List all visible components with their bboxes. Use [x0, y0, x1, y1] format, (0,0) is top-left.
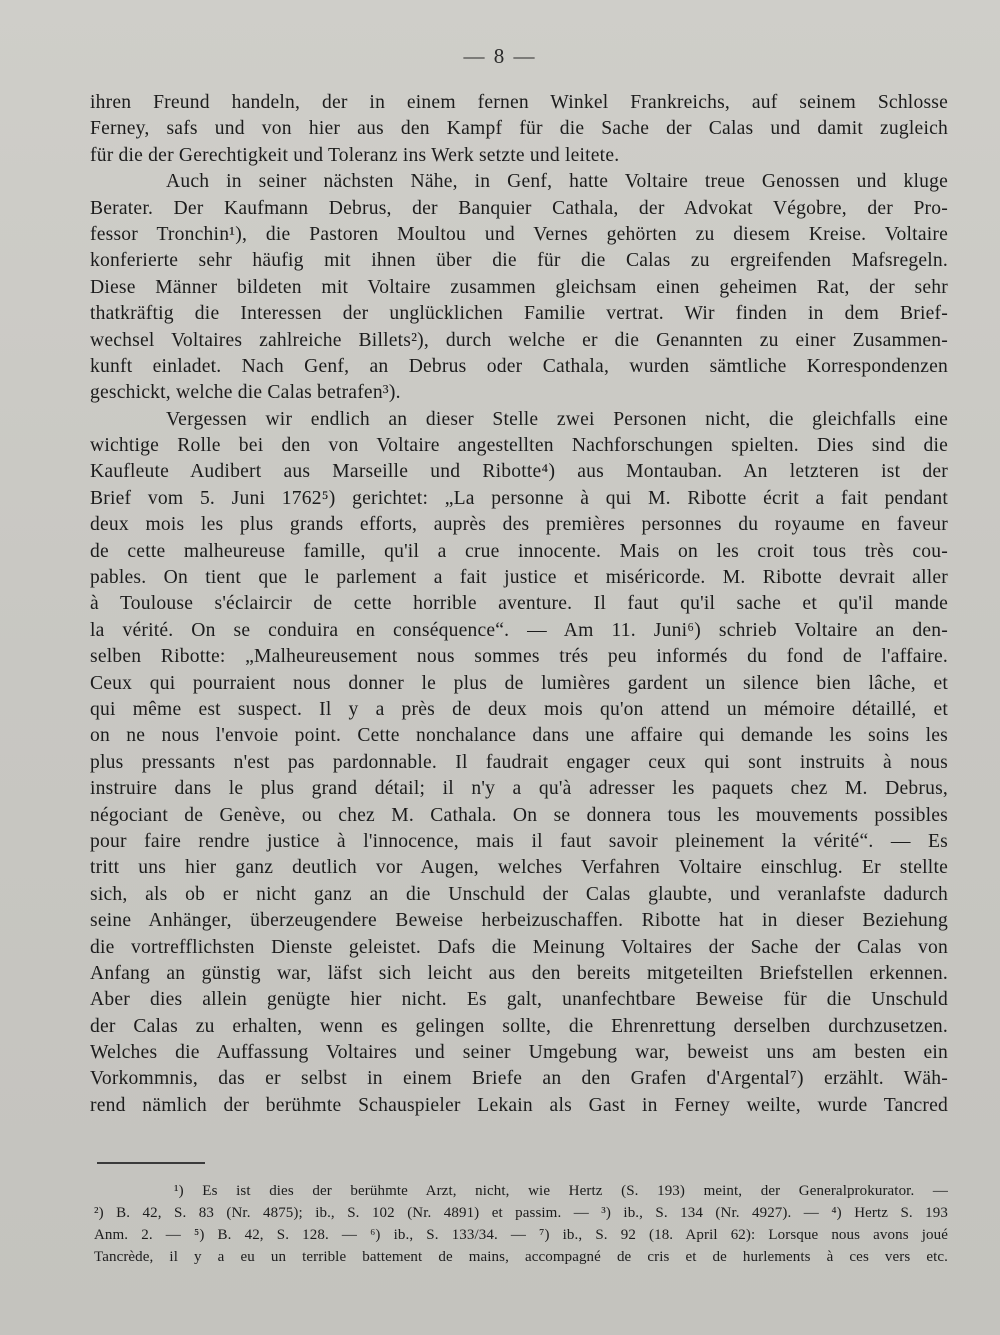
text-line: kunft einladet. Nach Genf, an Debrus oder Cathala, wurden sämtliche Korrespondenzen	[90, 355, 948, 377]
text-line: selben Ribotte: „Malheureusement nous sommes trés peu informés du fond de l'affaire.	[90, 646, 948, 668]
footnote-separator	[97, 1162, 205, 1164]
text-line: wichtige Rolle bei den von Voltaire angestellten Nachforschungen spielten. Dies sind die	[90, 435, 948, 457]
footnotes	[94, 1180, 948, 1268]
footnote-line: Tancrède, il y a eu un terrible battement de mains, accompagné de cris et de hurlements à ces vers etc.	[94, 1249, 948, 1265]
text-line: on ne nous l'envoie point. Cette nonchalance dans une affaire qui demande les soins les	[90, 725, 948, 747]
text-line: tritt uns hier ganz deutlich vor Augen, welches Verfahren Voltaire einschlug. Er stellte	[90, 857, 948, 879]
text-line: Vergessen wir endlich an dieser Stelle zwei Personen nicht, die gleichfalls eine	[166, 408, 948, 430]
text-line: instruire dans le plus grand détail; il n'y a qu'à adresser les paquets chez M. Debrus,	[90, 778, 948, 800]
text-line: geschickt, welche die Calas betrafen³).	[90, 382, 401, 404]
text-line: Diese Männer bildeten mit Voltaire zusammen gleichsam einen geheimen Rat, der sehr	[90, 276, 948, 298]
text-line: thatkräftig die Interessen der unglücklichen Familie vertrat. Wir finden in dem Brief-	[90, 303, 948, 325]
footnote-line: ¹) Es ist dies der berühmte Arzt, nicht, wie Hertz (S. 193) meint, der Generalprokurator. —	[174, 1183, 948, 1199]
text-line: Ferney, safs und von hier aus den Kampf für die Sache der Calas und damit zugleich	[90, 118, 948, 140]
text-line: pables. On tient que le parlement a fait justice et miséricorde. M. Ribotte devrait aller	[90, 567, 948, 589]
text-line: der Calas zu erhalten, wenn es gelingen sollte, die Ehrenrettung derselben durchzusetzen.	[90, 1015, 948, 1037]
text-line: konferierte sehr häufig mit ihnen über die für die Calas zu ergreifenden Mafsregeln.	[90, 250, 948, 272]
text-line: de cette malheureuse famille, qu'il a crue innocente. Mais on les croit tous très cou-	[90, 540, 948, 562]
text-line: Vorkommnis, das er selbst in einem Briefe an den Grafen d'Argental⁷) erzählt. Wäh-	[90, 1068, 948, 1090]
text-line: wechsel Voltaires zahlreiche Billets²), durch welche er die Genannten zu einer Zusammen-	[90, 329, 948, 351]
text-line: négociant de Genève, ou chez M. Cathala. On se donnera tous les mouvements possibles	[90, 804, 948, 826]
text-line: plus pressants n'est pas pardonnable. Il faudrait engager ceux qui sont instruits à nous	[90, 751, 948, 773]
page-number-header: — 8 —	[463, 44, 537, 68]
text-line: rend nämlich der berühmte Schauspieler Lekain als Gast in Ferney weilte, wurde Tancred	[90, 1094, 948, 1116]
text-line: ihren Freund handeln, der in einem fernen Winkel Frankreichs, auf seinem Schlosse	[90, 92, 948, 113]
text-line: seine Anhänger, überzeugendere Beweise herbeizuschaffen. Ribotte hat in dieser Beziehung	[90, 910, 948, 932]
text-line: Ceux qui pourraient nous donner le plus de lumières gardent un silence bien lâche, et	[90, 672, 948, 694]
text-line: für die der Gerechtigkeit und Toleranz ins Werk setzte und leitete.	[90, 144, 620, 166]
text-line: Auch in seiner nächsten Nähe, in Genf, hatte Voltaire treue Genossen und kluge	[166, 171, 948, 193]
text-line: pour faire rendre justice à l'innocence, mais il faut savoir pleinement la vérité“. — Es	[90, 830, 948, 852]
body-text	[90, 90, 948, 1119]
footnote-line: ²) B. 42, S. 83 (Nr. 4875); ib., S. 102 (Nr. 4891) et passim. — ³) ib., S. 134 (Nr. 4927). — ⁴) Hertz S. 193	[94, 1205, 948, 1221]
text-line: Brief vom 5. Juni 1762⁵) gerichtet: „La personne à qui M. Ribotte écrit a fait pendant	[90, 487, 948, 509]
text-line: Berater. Der Kaufmann Debrus, der Banquier Cathala, der Advokat Végobre, der Pro-	[90, 197, 948, 219]
text-line: sich, als ob er nicht ganz an die Unschuld der Calas glaubte, und veranlafste dadurch	[90, 883, 948, 905]
text-line: Anfang an günstig war, läfst sich leicht aus den bereits mitgeteilten Briefstellen erkennen.	[90, 962, 948, 984]
text-line: à Toulouse s'éclaircir de cette horrible aventure. Il faut qu'il sache et qu'il mande	[90, 593, 948, 615]
text-line: Kaufleute Audibert aus Marseille und Ribotte⁴) aus Montauban. An letzteren ist der	[90, 461, 948, 483]
text-line: Aber dies allein genügte hier nicht. Es galt, unanfechtbare Beweise für die Unschuld	[90, 989, 948, 1011]
text-line: qui même est suspect. Il y a près de deux mois qu'on attend un mémoire détaillé, et	[90, 698, 948, 720]
footnote-line: Anm. 2. — ⁵) B. 42, S. 128. — ⁶) ib., S. 133/34. — ⁷) ib., S. 92 (18. April 62): Lorsque nous avons joué	[94, 1227, 948, 1243]
text-line: die vortrefflichsten Dienste geleistet. Dafs die Meinung Voltaires der Sache der Calas von	[90, 936, 948, 958]
text-line: Welches die Auffassung Voltaires und seiner Umgebung war, beweist uns am besten ein	[90, 1042, 948, 1064]
text-line: la vérité. On se conduira en conséquence“. — Am 11. Juni⁶) schrieb Voltaire an den-	[90, 619, 948, 641]
text-line: fessor Tronchin¹), die Pastoren Moultou und Vernes gehörten zu diesem Kreise. Voltaire	[90, 223, 948, 245]
text-line: deux mois les plus grands efforts, auprès des premières personnes du royaume en faveur	[90, 514, 948, 536]
